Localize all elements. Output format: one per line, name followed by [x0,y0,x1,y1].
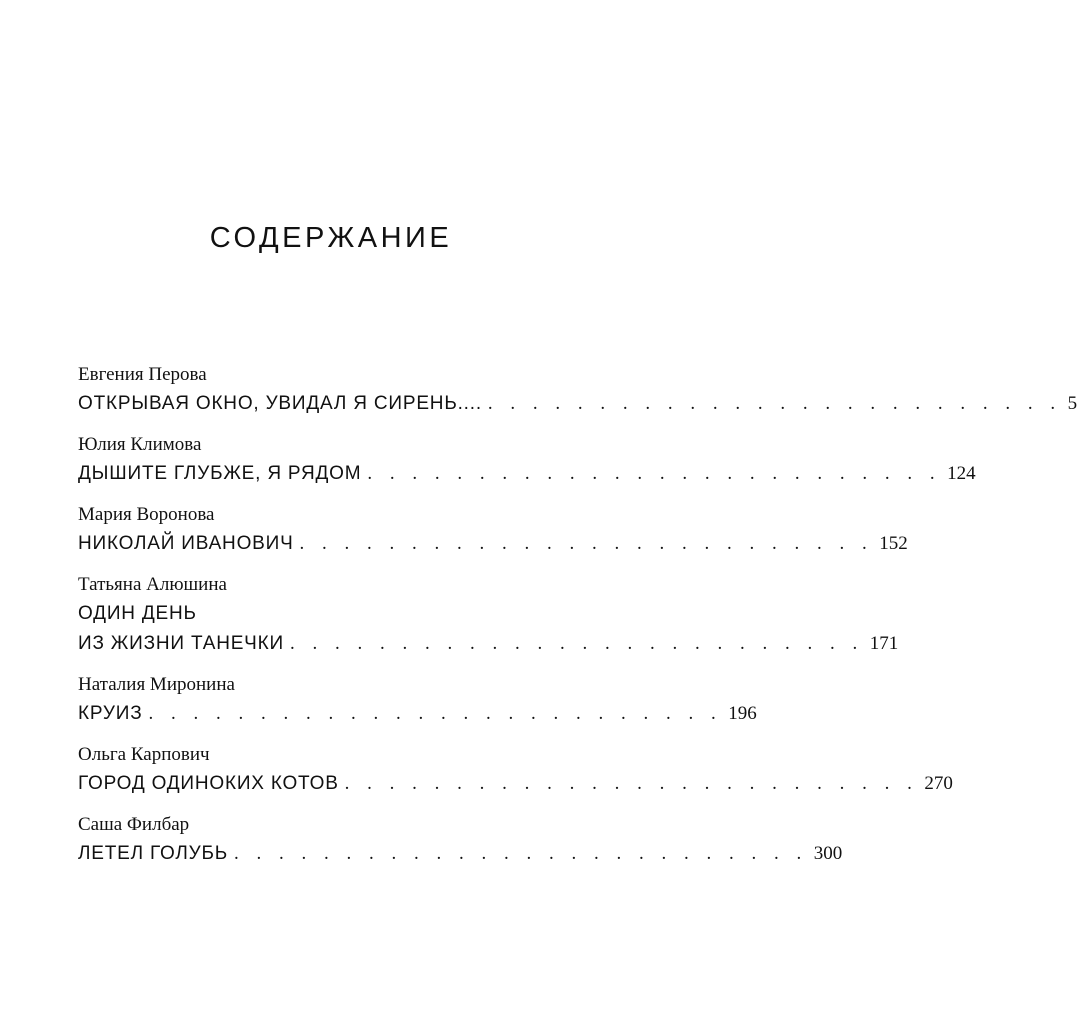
story-title: ДЫШИТЕ ГЛУБЖЕ, Я РЯДОМ [78,463,362,484]
page-number: 5 [1067,393,1077,414]
table-of-contents [78,363,1077,883]
toc-entry [78,363,1077,419]
toc-link[interactable] [78,629,899,659]
author-name: Юлия Климова [78,434,202,455]
story-title: ОТКРЫВАЯ ОКНО, УВИДАЛ Я СИРЕНЬ.... [78,393,482,414]
toc-entry [78,743,953,799]
author-name: Евгения Перова [78,364,207,385]
toc-entry [78,673,757,729]
toc-entry [78,433,976,489]
toc-link[interactable] [78,769,953,799]
dot-leader: . . . . . . . . . . . . . . . . . . . . . . . . . . [234,843,808,864]
dot-leader: . . . . . . . . . . . . . . . . . . . . . . . . . . [344,773,919,794]
story-title: ЛЕТЕЛ ГОЛУБЬ [78,843,229,864]
page-number: 270 [924,773,953,794]
dot-leader: . . . . . . . . . . . . . . . . . . . . . . . . . . [487,393,1062,414]
story-title: ОДИН ДЕНЬ [78,603,197,624]
toc-link[interactable] [78,459,976,489]
page-title: СОДЕРЖАНИЕ [209,222,453,254]
toc-link-line[interactable] [78,599,550,629]
page-number: 124 [947,463,976,484]
page-number: 171 [869,633,899,654]
dot-leader: . . . . . . . . . . . . . . . . . . . . . . . . . . [367,463,942,484]
author-name: Саша Филбар [78,814,190,835]
author-name: Ольга Карпович [78,744,210,765]
toc-link[interactable] [78,529,908,559]
toc-link[interactable] [78,839,843,869]
page-number: 152 [879,533,908,554]
story-title: ГОРОД ОДИНОКИХ КОТОВ [78,773,339,794]
author-name: Мария Воронова [78,504,215,525]
toc-entry [78,503,908,559]
toc-entry [78,813,843,869]
toc-link[interactable] [78,699,757,729]
page-number: 300 [813,843,843,864]
dot-leader: . . . . . . . . . . . . . . . . . . . . . . . . . . [289,633,864,654]
story-title-continued: ИЗ ЖИЗНИ ТАНЕЧКИ [78,633,284,654]
page-number: 196 [728,703,757,724]
story-title: КРУИЗ [78,703,143,724]
toc-link[interactable] [78,389,1077,419]
author-name: Татьяна Алюшина [78,574,227,595]
dot-leader: . . . . . . . . . . . . . . . . . . . . . . . . . . [148,703,723,724]
dot-leader: . . . . . . . . . . . . . . . . . . . . . . . . . . [299,533,874,554]
author-name: Наталия Миронина [78,674,235,695]
toc-entry [78,573,899,659]
story-title: НИКОЛАЙ ИВАНОВИЧ [78,533,294,554]
